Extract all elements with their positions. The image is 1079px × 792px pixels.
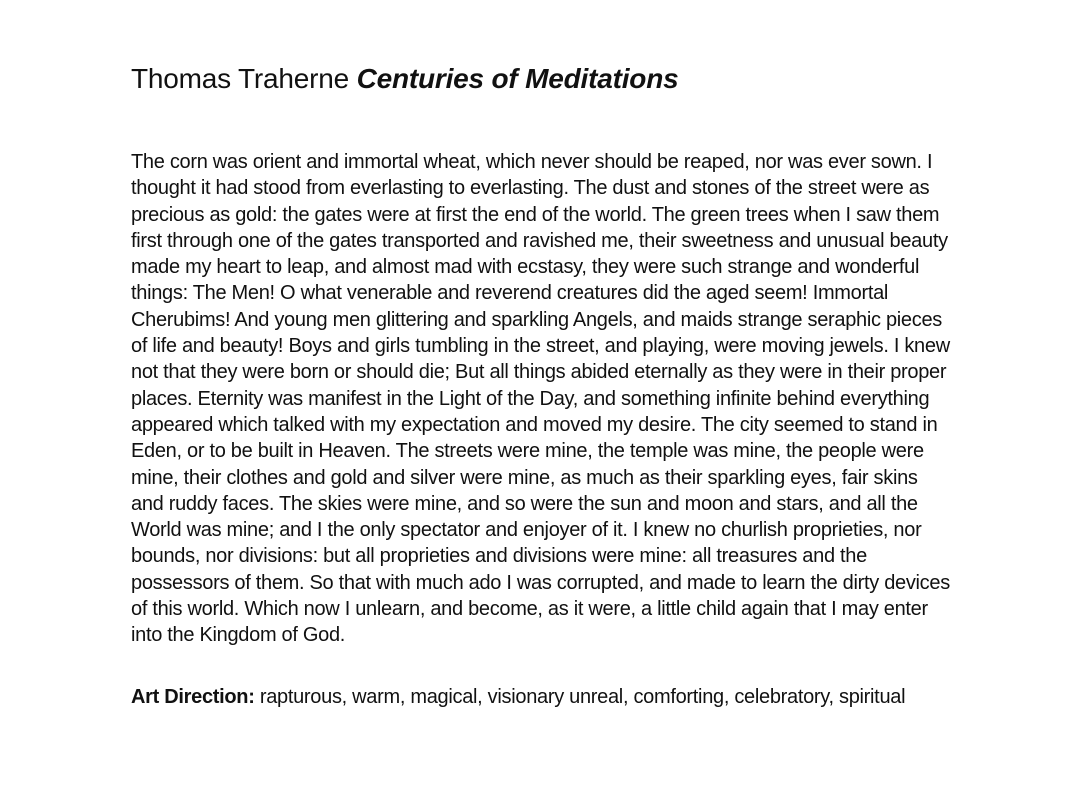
work-title: Centuries of Meditations	[356, 63, 679, 94]
author-name: Thomas Traherne	[131, 63, 357, 94]
art-direction-keywords: rapturous, warm, magical, visionary unreal, comforting, celebratory, spiritual	[254, 686, 906, 708]
body-paragraph: The corn was orient and immortal wheat, which never should be reaped, nor was ever sown. I thought it had stood from everlasting to everlasting. The dust and stones of the street were as precious as gold: the gates were at first the end of the world. The green trees when I saw them first through one of the gates transported and ravished me, their sweetness and unusual beauty made my heart to leap, and almost mad with ecstasy, they were such strange and wonderful things: The Men! O what venerable and reverend creatures did the aged seem! Immortal Cherubims! And young men glittering and sparkling Angels, and maids strange seraphic pieces of life and beauty! Boys and girls tumbling in the street, and playing, were moving jewels. I knew not that they were born or should die; But all things abided eternally as they were in their proper places. Eternity was manifest in the Light of the Day, and something infinite behind everything appeared which talked with my expectation and moved my desire. The city seemed to stand in Eden, or to be built in Heaven. The streets were mine, the temple was mine, the people were mine, their clothes and gold and silver were mine, as much as their sparkling eyes, fair skins and ruddy faces. The skies were mine, and so were the sun and moon and stars, and all the World was mine; and I the only spectator and enjoyer of it. I knew no churlish proprieties, nor bounds, nor divisions: but all proprieties and divisions were mine: all treasures and the possessors of them. So that with much ado I was corrupted, and made to learn the dirty devices of this world. Which now I unlearn, and become, as it were, a little child again that I may enter into the Kingdom of God.	[131, 151, 950, 647]
art-direction-line	[131, 684, 951, 710]
document-title	[131, 62, 951, 96]
art-direction-label: Art Direction:	[131, 686, 255, 708]
